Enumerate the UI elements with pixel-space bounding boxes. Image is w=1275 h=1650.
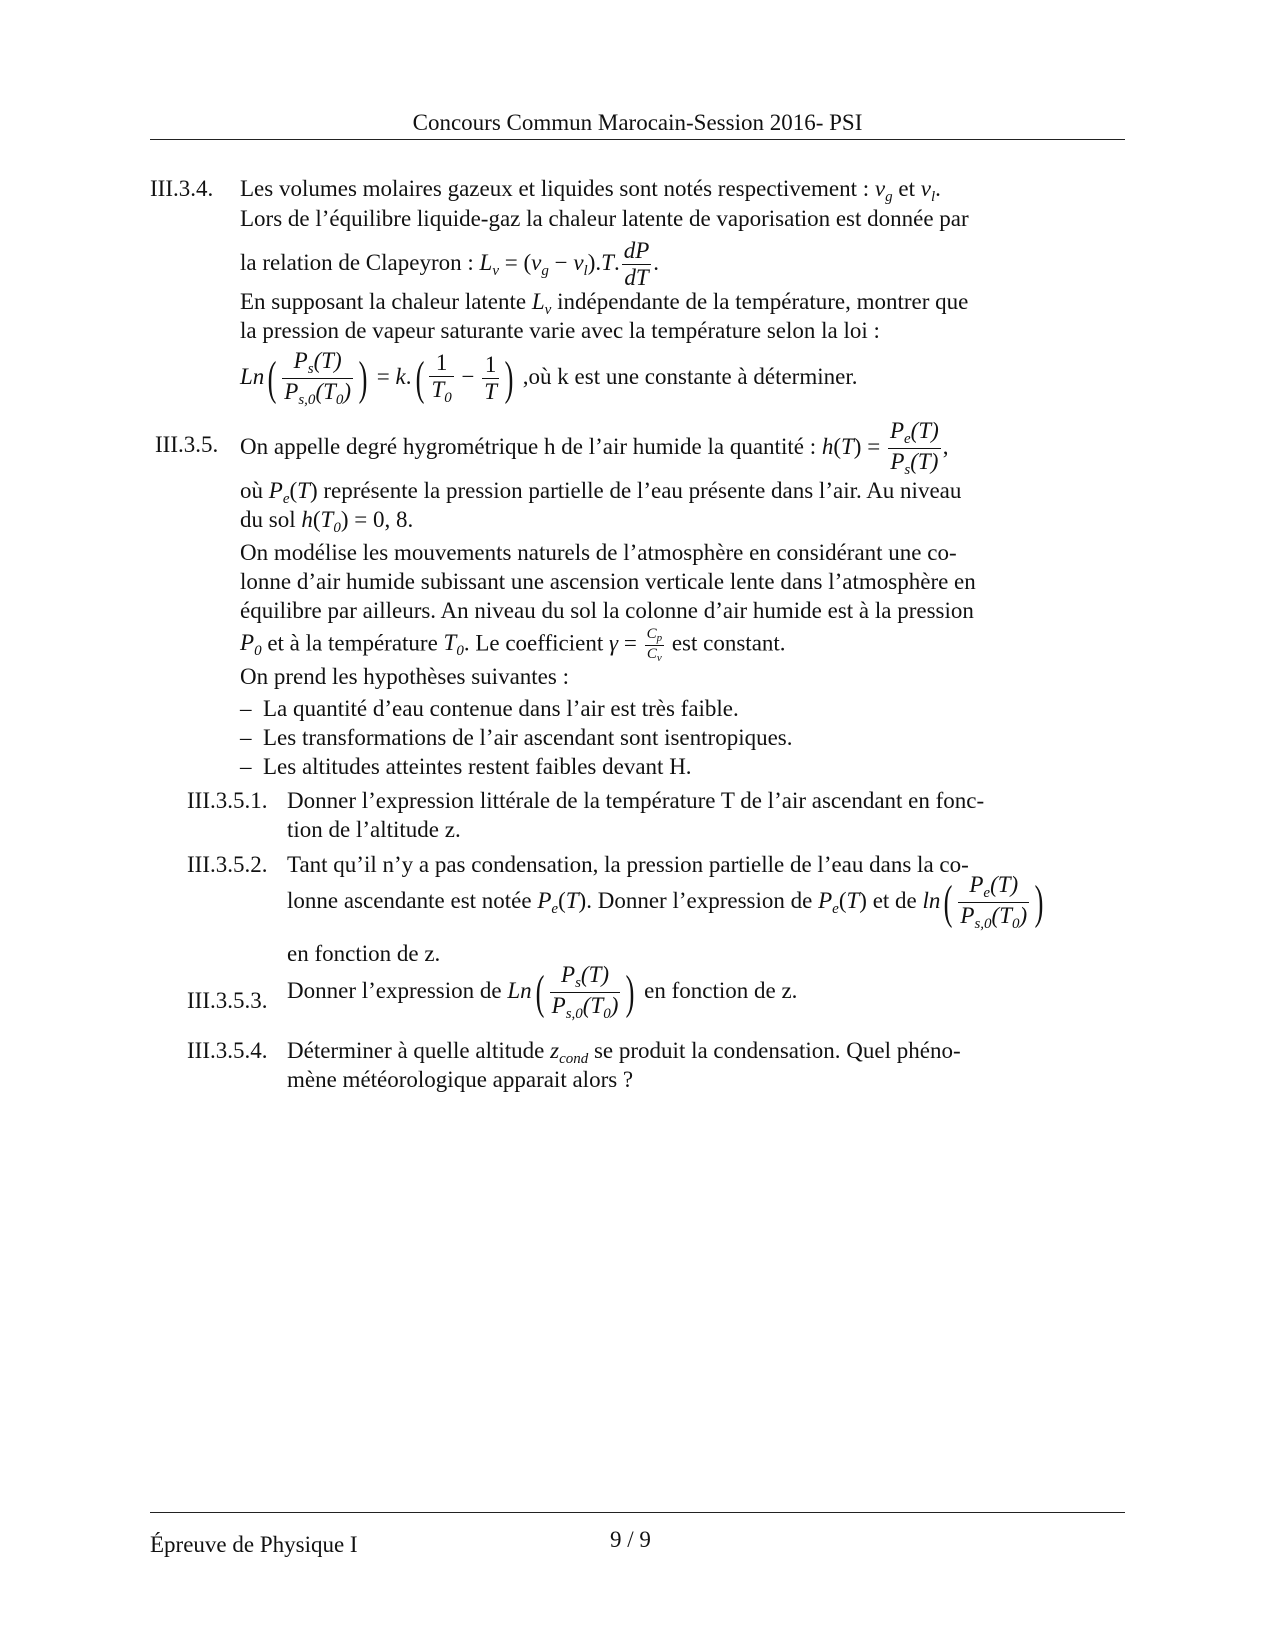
footer-title: Épreuve de Physique I xyxy=(150,1532,358,1557)
text-line: Les volumes molaires gazeux et liquides sont notés respectivement : $v_g$ et $v_l$. xyxy=(240,176,941,205)
text-line-definition-h: On appelle degré hygrométrique h de l’air humide la quantité : h(T) = $\frac{P_e(T)}{P_s(T)}$ , xyxy=(240,418,949,479)
header-rule xyxy=(150,139,1125,140)
text-line: On prend les hypothèses suivantes : xyxy=(240,664,569,689)
text-line: Lors de l’équilibre liquide-gaz la chaleur latente de vaporisation est donnée par xyxy=(240,206,969,231)
list-item: – La quantité d’eau contenue dans l’air est très faible. xyxy=(240,696,739,721)
footer-rule xyxy=(150,1512,1125,1513)
text-line: équilibre par ailleurs. An niveau du sol la colonne d’air humide est à la pression xyxy=(240,598,974,623)
text-line: On modélise les mouvements naturels de l’atmosphère en considérant une co- xyxy=(240,540,957,565)
question-number: III.3.5. xyxy=(155,432,219,457)
text-line: mène météorologique apparait alors ? xyxy=(287,1067,634,1092)
text-line: la pression de vapeur saturante varie avec la température selon la loi : xyxy=(240,318,880,343)
question-number: III.3.4. xyxy=(150,176,214,201)
text-line: tion de l’altitude z. xyxy=(287,817,461,842)
text-line: du sol $h(T_0) = 0$, 8. xyxy=(240,507,414,536)
list-item: – Les altitudes atteintes restent faibles devant H. xyxy=(240,754,692,779)
text-line: Déterminer à quelle altitude $z_{cond}$ se produit la condensation. Quel phéno- xyxy=(287,1038,961,1067)
text-line: Donner l’expression littérale de la température T de l’air ascendant en fonc- xyxy=(287,788,985,813)
text-line: où $P_e(T)$ représente la pression partielle de l’eau présente dans l’air. Au niveau xyxy=(240,478,962,507)
question-number: III.3.5.3. xyxy=(187,988,268,1013)
question-number: III.3.5.1. xyxy=(187,788,268,813)
text-line-ln-expression: Donner l’expression de Ln( $\frac{P_s(T)}{P_{s,0}(T_0)}$ ) en fonction de z. xyxy=(287,962,798,1023)
text-line: Tant qu’il n’y a pas condensation, la pression partielle de l’eau dans la co- xyxy=(287,852,969,877)
page-number: 9 / 9 xyxy=(610,1527,651,1552)
text-line-gamma: $P_0$ et à la température $T_0$. Le coefficient γ = $\frac{C_p}{C_v}$ est constant. xyxy=(240,626,786,664)
equation-saturation-law: Ln( $\frac{P_s(T)}{P_{s,0}(T_0)}$ ) = k.( $\frac{1}{T_0}$ − $\frac{1}{T}$ ) ,où k est une constante à déterminer. xyxy=(240,348,858,409)
question-number: III.3.5.4. xyxy=(187,1038,268,1063)
text-line-clapeyron: la relation de Clapeyron : $L_v = (v_g - v_l).T$. $\frac{dP}{dT}$ . xyxy=(240,238,659,291)
text-line: lonne d’air humide subissant une ascension verticale lente dans l’atmosphère en xyxy=(240,569,976,594)
question-number: III.3.5.2. xyxy=(187,852,268,877)
text-line-pe-expression: lonne ascendante est notée $P_e(T)$. Donner l’expression de $P_e(T)$ et de ln( $\frac{P_e(T)}{P_{s,0}(T_0)}$ ) xyxy=(287,872,1044,933)
text-line: En supposant la chaleur latente $L_v$ indépendante de la température, montrer que xyxy=(240,289,969,318)
page-header-title: Concours Commun Marocain-Session 2016- PSI xyxy=(412,110,863,135)
text-line: en fonction de z. xyxy=(287,941,441,966)
equation-dPdT: $\frac{dP}{dT}$ xyxy=(623,238,650,291)
list-item: – Les transformations de l’air ascendant sont isentropiques. xyxy=(240,725,793,750)
